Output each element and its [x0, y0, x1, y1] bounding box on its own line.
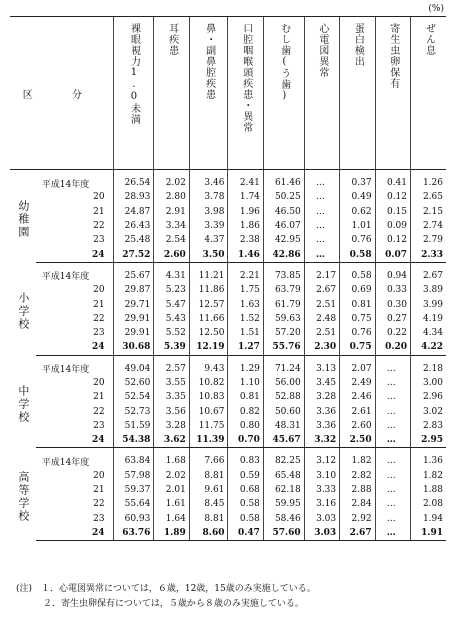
- health-statistics-table: [10, 16, 446, 541]
- cell-value: 11.21: [189, 269, 228, 283]
- row-year: 23: [93, 513, 105, 524]
- cell-value: 3.03: [304, 512, 339, 526]
- cell-value: …: [375, 483, 410, 497]
- table-row: [10, 340, 446, 355]
- cell-value: 0.30: [375, 297, 410, 311]
- cell-value: 0.27: [375, 312, 410, 326]
- col-header-nose: 鼻・副鼻腔疾患: [189, 17, 228, 170]
- cell-value: 62.18: [263, 483, 304, 497]
- cell-value: 1.61: [154, 497, 189, 511]
- cell-value: 0.62: [340, 205, 375, 219]
- row-year: 21: [93, 392, 105, 403]
- cell-value: 8.60: [189, 526, 228, 541]
- cell-value: 2.07: [340, 362, 375, 376]
- cell-value: 3.03: [304, 526, 339, 541]
- cell-value: 0.68: [228, 483, 263, 497]
- cell-value: 48.31: [263, 419, 304, 433]
- cell-value: 2.79: [411, 233, 446, 247]
- cell-value: 1.01: [340, 219, 375, 233]
- cell-value: 1.51: [228, 326, 263, 340]
- cell-value: 50.25: [263, 190, 304, 204]
- cell-value: 12.50: [189, 326, 228, 340]
- cell-value: 25.48: [113, 233, 154, 247]
- cell-value: 30.68: [113, 340, 154, 355]
- cell-value: 2.82: [340, 469, 375, 483]
- table-row: [10, 190, 446, 204]
- cell-value: 5.23: [154, 283, 189, 297]
- cell-value: …: [375, 419, 410, 433]
- cell-value: 49.04: [113, 362, 154, 376]
- col-header-ecg: 心電図異常: [304, 17, 339, 170]
- cell-value: 82.25: [263, 454, 304, 468]
- cell-value: …: [304, 205, 339, 219]
- cell-value: 61.79: [263, 297, 304, 311]
- cell-value: 3.02: [411, 404, 446, 418]
- cell-value: 3.12: [304, 454, 339, 468]
- cell-value: 3.36: [304, 404, 339, 418]
- table-body: [10, 170, 446, 541]
- cell-value: 2.33: [411, 247, 446, 262]
- group-name: 幼稚園: [16, 199, 30, 239]
- cell-value: 10.82: [189, 376, 228, 390]
- cell-value: 3.98: [189, 205, 228, 219]
- table-row: [10, 433, 446, 448]
- cell-value: 1.86: [228, 219, 263, 233]
- cell-value: 0.41: [375, 176, 410, 190]
- cell-value: 12.19: [189, 340, 228, 355]
- cell-value: 8.81: [189, 512, 228, 526]
- cell-value: 1.64: [154, 512, 189, 526]
- col-header-protein: 蛋白検出: [340, 17, 375, 170]
- cell-value: 52.73: [113, 404, 154, 418]
- cell-value: …: [375, 454, 410, 468]
- cell-value: 3.10: [304, 469, 339, 483]
- table-row: [10, 390, 446, 404]
- cell-value: 59.95: [263, 497, 304, 511]
- cell-value: 2.80: [154, 190, 189, 204]
- table-row: [10, 283, 446, 297]
- cell-value: 3.28: [154, 419, 189, 433]
- cell-value: 3.35: [154, 390, 189, 404]
- cell-value: 65.48: [263, 469, 304, 483]
- cell-value: 2.60: [154, 247, 189, 262]
- cell-value: 5.52: [154, 326, 189, 340]
- cell-value: 2.65: [411, 190, 446, 204]
- cell-value: 2.67: [304, 283, 339, 297]
- cell-value: 1.82: [411, 469, 446, 483]
- cell-value: 2.51: [304, 297, 339, 311]
- cell-value: …: [375, 469, 410, 483]
- row-year: 20: [93, 285, 105, 296]
- group-name: 高等学校: [16, 471, 30, 524]
- cell-value: 3.78: [189, 190, 228, 204]
- row-year: 20: [93, 470, 105, 481]
- row-year: 24: [36, 433, 113, 448]
- cell-value: 3.39: [189, 219, 228, 233]
- cell-value: 10.83: [189, 390, 228, 404]
- cell-value: 60.93: [113, 512, 154, 526]
- cell-value: …: [304, 247, 339, 262]
- row-year: 24: [36, 247, 113, 262]
- cell-value: 5.47: [154, 297, 189, 311]
- cell-value: …: [375, 512, 410, 526]
- cell-value: 55.64: [113, 497, 154, 511]
- cell-value: 28.93: [113, 190, 154, 204]
- cell-value: 29.71: [113, 297, 154, 311]
- cell-value: 0.81: [228, 390, 263, 404]
- cell-value: 4.22: [411, 340, 446, 355]
- cell-value: 46.50: [263, 205, 304, 219]
- row-year: 22: [93, 221, 105, 232]
- cell-value: 61.46: [263, 176, 304, 190]
- cell-value: 4.31: [154, 269, 189, 283]
- cell-value: 8.81: [189, 469, 228, 483]
- cell-value: 50.60: [263, 404, 304, 418]
- cell-value: 27.52: [113, 247, 154, 262]
- header-row: [10, 17, 446, 170]
- cell-value: 10.67: [189, 404, 228, 418]
- cell-value: 2.17: [304, 269, 339, 283]
- cell-value: 9.61: [189, 483, 228, 497]
- cell-value: 2.92: [340, 512, 375, 526]
- cell-value: 63.84: [113, 454, 154, 468]
- cell-value: 2.51: [304, 326, 339, 340]
- cell-value: 2.54: [154, 233, 189, 247]
- cell-value: 0.07: [375, 247, 410, 262]
- cell-value: 2.88: [340, 483, 375, 497]
- table-row: [10, 362, 446, 376]
- cell-value: 2.30: [304, 340, 339, 355]
- cell-value: 0.58: [228, 512, 263, 526]
- cell-value: 11.39: [189, 433, 228, 448]
- cell-value: 3.32: [304, 433, 339, 448]
- col-header-parasite: 寄生虫卵保有: [375, 17, 410, 170]
- cell-value: 2.08: [411, 497, 446, 511]
- cell-value: 2.95: [411, 433, 446, 448]
- cell-value: 7.66: [189, 454, 228, 468]
- cell-value: 0.58: [228, 497, 263, 511]
- row-year: 22: [93, 406, 105, 417]
- row-year: 21: [93, 299, 105, 310]
- cell-value: 58.46: [263, 512, 304, 526]
- cell-value: 3.16: [304, 497, 339, 511]
- col-header-caries: むし歯(う歯): [263, 17, 304, 170]
- cell-value: 1.74: [228, 190, 263, 204]
- table-row: [10, 454, 446, 468]
- cell-value: 2.46: [340, 390, 375, 404]
- cell-value: 52.88: [263, 390, 304, 404]
- cell-value: 3.13: [304, 362, 339, 376]
- cell-value: 59.37: [113, 483, 154, 497]
- cell-value: 0.12: [375, 190, 410, 204]
- cell-value: 57.60: [263, 526, 304, 541]
- cell-value: 1.89: [154, 526, 189, 541]
- cell-value: 63.76: [113, 526, 154, 541]
- col-header-mouth: 口腔咽喉頭疾患・異常: [228, 17, 263, 170]
- row-year: 20: [93, 192, 105, 203]
- row-year: 22: [93, 499, 105, 510]
- cell-value: 4.19: [411, 312, 446, 326]
- table-row: [10, 404, 446, 418]
- cell-value: …: [375, 526, 410, 541]
- cell-value: 0.37: [340, 176, 375, 190]
- row-year: 22: [93, 313, 105, 324]
- cell-value: …: [304, 190, 339, 204]
- col-header-vision: 裸眼視力1.0未満: [113, 17, 154, 170]
- row-year: 21: [93, 485, 105, 496]
- cell-value: …: [375, 497, 410, 511]
- cell-value: …: [375, 376, 410, 390]
- cell-value: 3.56: [154, 404, 189, 418]
- cell-value: 0.58: [340, 269, 375, 283]
- cell-value: 2.02: [154, 176, 189, 190]
- cell-value: 0.59: [228, 469, 263, 483]
- table-row: [10, 219, 446, 233]
- kubun-header: 区 分: [10, 17, 113, 170]
- cell-value: 26.54: [113, 176, 154, 190]
- cell-value: 1.27: [228, 340, 263, 355]
- cell-value: 2.50: [340, 433, 375, 448]
- cell-value: 57.20: [263, 326, 304, 340]
- table-row: [10, 233, 446, 247]
- cell-value: 1.26: [411, 176, 446, 190]
- table-row: [10, 205, 446, 219]
- cell-value: 0.70: [228, 433, 263, 448]
- row-year: 21: [93, 206, 105, 217]
- cell-value: 24.87: [113, 205, 154, 219]
- cell-value: 63.79: [263, 283, 304, 297]
- unit-label: (%): [428, 4, 444, 14]
- cell-value: 29.91: [113, 326, 154, 340]
- table-row: [10, 297, 446, 311]
- cell-value: 2.84: [340, 497, 375, 511]
- cell-value: 3.33: [304, 483, 339, 497]
- table-row: [10, 469, 446, 483]
- cell-value: 3.36: [304, 419, 339, 433]
- row-year: 20: [93, 378, 105, 388]
- cell-value: …: [375, 390, 410, 404]
- cell-value: 3.45: [304, 376, 339, 390]
- cell-value: 0.47: [228, 526, 263, 541]
- cell-value: 51.59: [113, 419, 154, 433]
- row-year: 24: [36, 340, 113, 355]
- cell-value: 2.91: [154, 205, 189, 219]
- cell-value: 0.49: [340, 190, 375, 204]
- cell-value: 59.63: [263, 312, 304, 326]
- cell-value: 1.88: [411, 483, 446, 497]
- cell-value: 0.76: [340, 233, 375, 247]
- table-row: [10, 483, 446, 497]
- cell-value: …: [304, 233, 339, 247]
- row-year: 平成14年度: [41, 457, 90, 468]
- row-year: 23: [93, 420, 105, 431]
- cell-value: 1.10: [228, 376, 263, 390]
- cell-value: 11.75: [189, 419, 228, 433]
- cell-value: 5.39: [154, 340, 189, 355]
- cell-value: 1.63: [228, 297, 263, 311]
- cell-value: 0.15: [375, 205, 410, 219]
- cell-value: 0.75: [340, 312, 375, 326]
- footnote-2: ２．寄生虫卵保有については，５歳から８歳のみ実施している。: [16, 599, 304, 609]
- cell-value: …: [304, 176, 339, 190]
- table-row: [10, 326, 446, 340]
- row-year: 24: [36, 526, 113, 541]
- cell-value: 1.96: [228, 205, 263, 219]
- cell-value: 2.38: [228, 233, 263, 247]
- cell-value: 1.36: [411, 454, 446, 468]
- cell-value: 12.57: [189, 297, 228, 311]
- row-year: 23: [93, 328, 105, 339]
- cell-value: 3.34: [154, 219, 189, 233]
- cell-value: 2.60: [340, 419, 375, 433]
- cell-value: 1.68: [154, 454, 189, 468]
- table-row: [10, 247, 446, 262]
- cell-value: 2.74: [411, 219, 446, 233]
- row-year: 平成14年度: [41, 272, 90, 283]
- cell-value: 0.76: [340, 326, 375, 340]
- cell-value: 2.67: [411, 269, 446, 283]
- cell-value: 5.43: [154, 312, 189, 326]
- cell-value: 42.86: [263, 247, 304, 262]
- cell-value: 1.94: [411, 512, 446, 526]
- cell-value: 42.95: [263, 233, 304, 247]
- row-year: 平成14年度: [41, 365, 90, 376]
- cell-value: 56.00: [263, 376, 304, 390]
- cell-value: 0.22: [375, 326, 410, 340]
- cell-value: 8.45: [189, 497, 228, 511]
- cell-value: 2.48: [304, 312, 339, 326]
- footnotes: [16, 582, 316, 612]
- cell-value: 4.37: [189, 233, 228, 247]
- cell-value: 0.94: [375, 269, 410, 283]
- cell-value: 0.12: [375, 233, 410, 247]
- cell-value: 0.82: [228, 404, 263, 418]
- cell-value: 25.67: [113, 269, 154, 283]
- cell-value: 1.52: [228, 312, 263, 326]
- col-header-asthma: ぜん息: [411, 17, 446, 170]
- cell-value: 2.67: [340, 526, 375, 541]
- table-row: [10, 176, 446, 190]
- table-row: [10, 526, 446, 541]
- cell-value: 3.89: [411, 283, 446, 297]
- cell-value: 26.43: [113, 219, 154, 233]
- cell-value: 2.18: [411, 362, 446, 376]
- group-name: 中学校: [16, 385, 30, 425]
- cell-value: 3.99: [411, 297, 446, 311]
- cell-value: 0.80: [228, 419, 263, 433]
- cell-value: 3.50: [189, 247, 228, 262]
- cell-value: 3.00: [411, 376, 446, 390]
- row-year: 23: [93, 235, 105, 246]
- cell-value: 0.58: [340, 247, 375, 262]
- group-name: 小学校: [16, 292, 30, 332]
- cell-value: …: [304, 219, 339, 233]
- cell-value: 2.01: [154, 483, 189, 497]
- cell-value: 2.83: [411, 419, 446, 433]
- cell-value: 0.83: [228, 454, 263, 468]
- cell-value: 2.15: [411, 205, 446, 219]
- cell-value: 1.75: [228, 283, 263, 297]
- cell-value: 0.09: [375, 219, 410, 233]
- cell-value: 2.41: [228, 176, 263, 190]
- cell-value: …: [375, 362, 410, 376]
- cell-value: 0.33: [375, 283, 410, 297]
- cell-value: 0.20: [375, 340, 410, 355]
- table-row: [10, 376, 446, 390]
- footnote-1: (注) １．心電図異常については，６歳，12歳，15歳のみ実施している。: [16, 584, 316, 594]
- table-row: [10, 312, 446, 326]
- cell-value: 57.98: [113, 469, 154, 483]
- cell-value: 54.38: [113, 433, 154, 448]
- cell-value: 29.91: [113, 312, 154, 326]
- cell-value: 46.07: [263, 219, 304, 233]
- cell-value: 71.24: [263, 362, 304, 376]
- cell-value: 4.34: [411, 326, 446, 340]
- cell-value: 9.43: [189, 362, 228, 376]
- cell-value: 0.81: [340, 297, 375, 311]
- cell-value: 2.21: [228, 269, 263, 283]
- cell-value: 2.61: [340, 404, 375, 418]
- cell-value: 73.85: [263, 269, 304, 283]
- cell-value: …: [375, 433, 410, 448]
- cell-value: 0.69: [340, 283, 375, 297]
- cell-value: 45.67: [263, 433, 304, 448]
- cell-value: 2.49: [340, 376, 375, 390]
- cell-value: 1.82: [340, 454, 375, 468]
- cell-value: 0.75: [340, 340, 375, 355]
- cell-value: 3.28: [304, 390, 339, 404]
- cell-value: 3.46: [189, 176, 228, 190]
- cell-value: 2.02: [154, 469, 189, 483]
- cell-value: 1.29: [228, 362, 263, 376]
- col-header-ear: 耳疾患: [154, 17, 189, 170]
- cell-value: 52.60: [113, 376, 154, 390]
- cell-value: …: [375, 404, 410, 418]
- cell-value: 11.66: [189, 312, 228, 326]
- cell-value: 3.55: [154, 376, 189, 390]
- table-row: [10, 512, 446, 526]
- cell-value: 3.62: [154, 433, 189, 448]
- cell-value: 1.46: [228, 247, 263, 262]
- cell-value: 1.91: [411, 526, 446, 541]
- cell-value: 52.54: [113, 390, 154, 404]
- row-year: 平成14年度: [41, 179, 90, 190]
- table-row: [10, 269, 446, 283]
- cell-value: 2.57: [154, 362, 189, 376]
- cell-value: 2.96: [411, 390, 446, 404]
- table-row: [10, 497, 446, 511]
- table-row: [10, 419, 446, 433]
- cell-value: 11.86: [189, 283, 228, 297]
- cell-value: 29.87: [113, 283, 154, 297]
- cell-value: 55.76: [263, 340, 304, 355]
